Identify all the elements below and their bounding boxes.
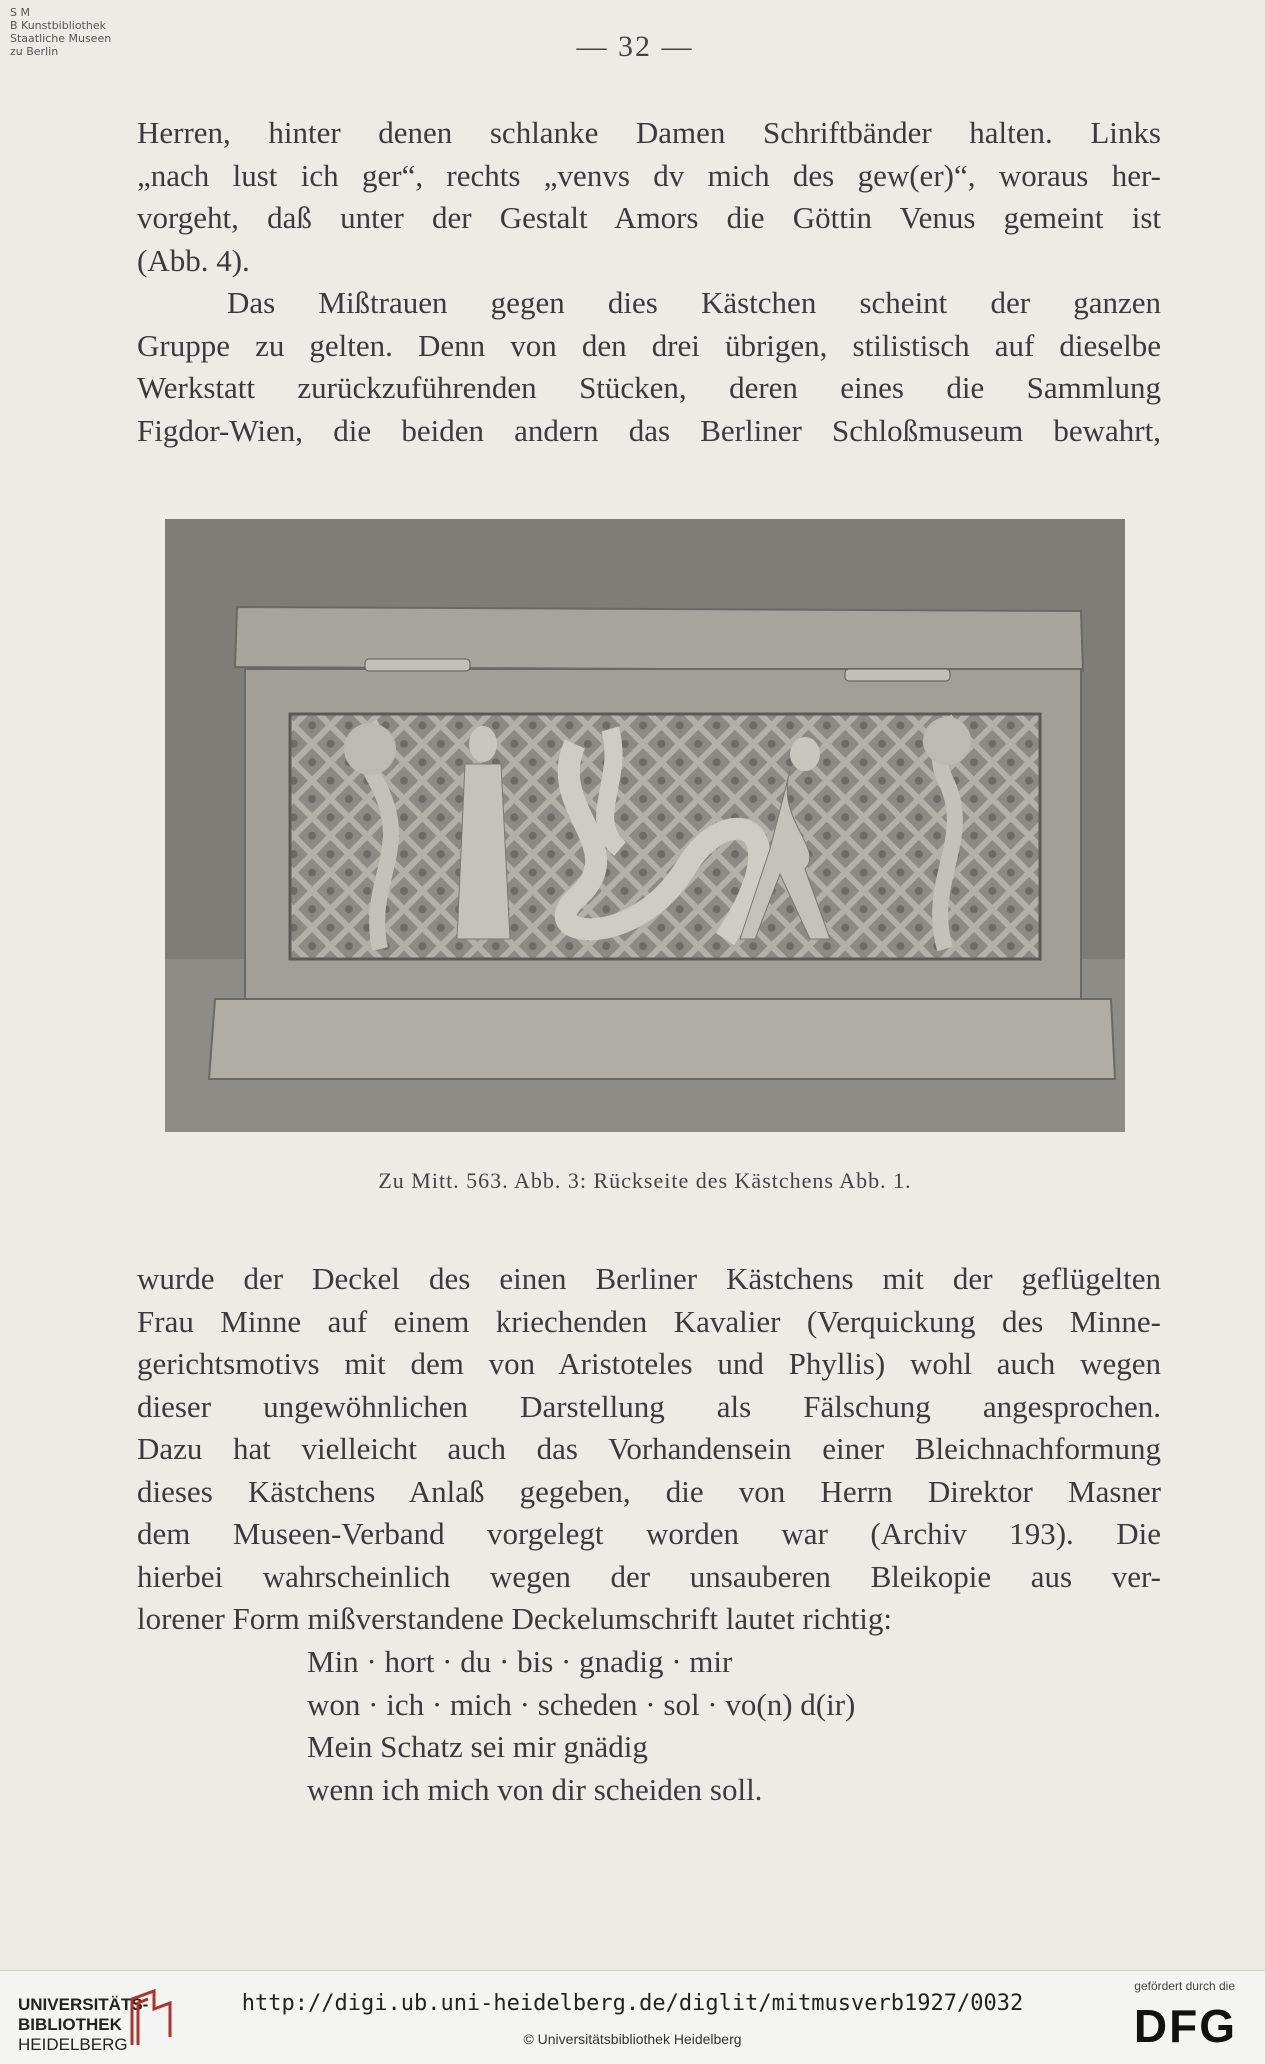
stamp-line: Staatliche Museen [10, 32, 112, 45]
text-line: dem Museen-Verband vorgelegt worden war (Archiv 193). Die [137, 1516, 1161, 1551]
text-line: Dazu hat vielleicht auch das Vorhandensein einer Bleichnachformung [137, 1431, 1161, 1466]
funding-note: gefördert durch die [1134, 1979, 1235, 1993]
text-line: „nach lust ich ger“, rechts „venvs dv mich des gew(er)“, woraus her- [137, 157, 1161, 193]
logo-line: HEIDELBERG [18, 2035, 128, 2054]
text-line: hierbei wahrscheinlich wegen der unsauberen Bleikopie aus ver- [137, 1558, 1161, 1594]
permalink-link[interactable]: http://digi.ub.uni-heidelberg.de/diglit/mitmusverb1927/0032 [241, 1991, 1024, 2016]
inscription-line: Min · hort · du · bis · gnadig · mir [307, 1644, 733, 1679]
casket-illustration [165, 519, 1125, 1132]
text-line: Frau Minne auf einem kriechenden Kavalier (Verquickung des Minne- [137, 1303, 1161, 1339]
page-number: — 32 — [576, 30, 694, 63]
logo-line: BIBLIOTHEK [18, 2015, 122, 2034]
footer-bar [0, 1970, 1265, 2064]
stamp-line: B Kunstbibliothek [10, 19, 106, 32]
text-line: vorgeht, daß unter der Gestalt Amors die Göttin Venus gemeint ist [137, 200, 1161, 235]
paragraph-top [137, 112, 1161, 452]
inscription-line: Mein Schatz sei mir gnädig [307, 1729, 648, 1764]
text-line: Gruppe zu gelten. Denn von den drei übrigen, stilistisch auf dieselbe [137, 327, 1161, 363]
text-line: dieses Kästchens Anlaß gegeben, die von Herrn Direktor Masner [137, 1473, 1161, 1509]
text-line: Werkstatt zurückzuführenden Stücken, deren eines die Sammlung [137, 370, 1161, 405]
inscription-block [307, 1641, 855, 1811]
paragraph-bottom [137, 1258, 1161, 1641]
inscription-line: wenn ich mich von dir scheiden soll. [307, 1771, 763, 1807]
text-line: Das Mißtrauen gegen dies Kästchen scheint der ganzen [227, 285, 1161, 320]
figure-caption: Zu Mitt. 563. Abb. 3: Rückseite des Kästchens Abb. 1. [378, 1168, 912, 1193]
logo-line: UNIVERSITÄTS- [18, 1995, 149, 2014]
dfg-logo: DFG [1133, 2000, 1237, 2052]
stamp-line: S M [10, 6, 30, 19]
text-line: dieser ungewöhnlichen Darstellung als Fälschung angesprochen. [137, 1388, 1161, 1424]
text-line: Herren, hinter denen schlanke Damen Schriftbänder halten. Links [137, 115, 1161, 150]
copyright-text: © Universitätsbibliothek Heidelberg [523, 2031, 742, 2047]
text-line: wurde der Deckel des einen Berliner Kästchens mit der geflügelten [137, 1261, 1161, 1296]
text-line: Figdor-Wien, die beiden andern das Berliner Schloßmuseum bewahrt, [137, 412, 1161, 448]
stamp-line: zu Berlin [10, 45, 59, 58]
text-line: gerichtsmotivs mit dem von Aristoteles und Phyllis) wohl auch wegen [137, 1346, 1161, 1381]
text-line: lorener Form mißverstandene Deckelumschrift lautet richtig: [137, 1601, 892, 1636]
library-stamp [10, 6, 111, 58]
inscription-line: won · ich · mich · scheden · sol · vo(n) d(ir) [307, 1686, 856, 1722]
text-line: (Abb. 4). [137, 242, 250, 278]
figure-photo-casket [165, 519, 1125, 1132]
